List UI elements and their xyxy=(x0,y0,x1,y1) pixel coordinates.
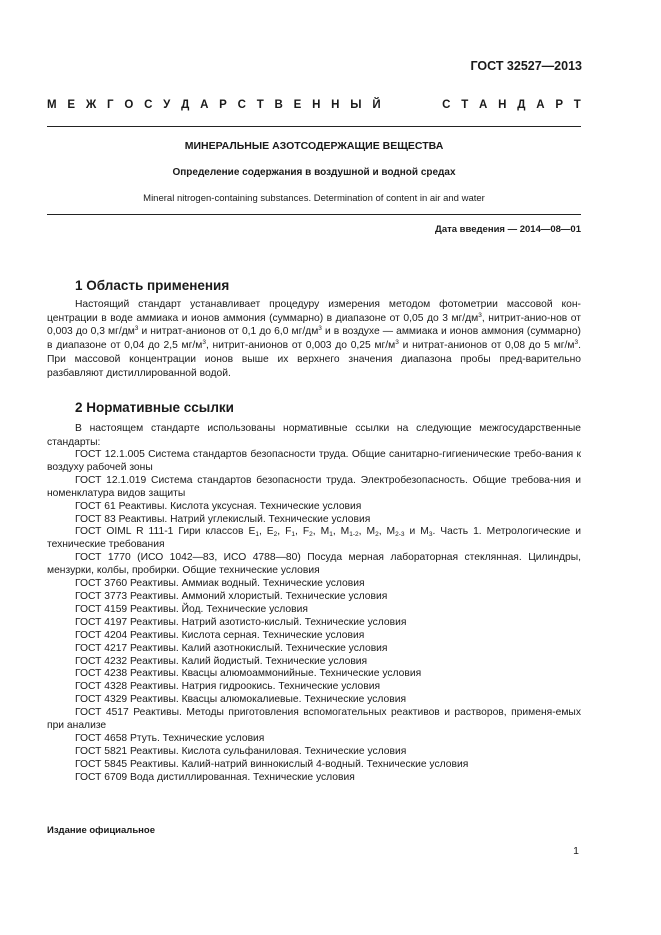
introduction-date: Дата введения — 2014—08—01 xyxy=(435,224,581,235)
page-number: 1 xyxy=(573,845,579,857)
publication-note: Издание официальное xyxy=(47,825,155,836)
banner-letter: М xyxy=(47,99,57,111)
reference-item: ГОСТ 4329 Реактивы. Квасцы алюмокалиевые. Технические условия xyxy=(75,694,407,706)
banner-letter: А xyxy=(200,99,209,111)
banner-letter: Т xyxy=(461,99,469,111)
document-title-english: Mineral nitrogen-containing substances. Determination of content in air and water xyxy=(143,193,485,204)
section-1-paragraph: Настоящий стандарт устанавливает процедуру измерения методом фотометрии массовой кон-центрации в воде аммиака и ионов аммония (суммарно) в диапазоне от 0,05 до 3 $мг/дм^3$, нитрит-анио-нов от 0,003 до 0,3 $мг/дм^3$ и нитрат-анионов от 0,1 до 6,0 $мг/дм^3$ и в воздухе — аммиака и ионов аммония (суммарно) в диапазоне от 0,04 до 2,5 $мг/м^3$, нитрит-анионов от 0,003 до 0,25 $мг/м^3$ и нитрат-анионов от 0,08 до 5 $мг/м^3$. При массовой концентрации ионов выше их верхнего значения диапазона пробы пред-варительно разбавляют дистиллированной водой. xyxy=(47,299,582,379)
reference-item: ГОСТ 4517 Реактивы. Методы приготовления вспомогательных реактивов и растворов, применя-емых при анализе xyxy=(47,707,581,732)
title-divider xyxy=(47,214,581,215)
banner-gap xyxy=(391,99,431,111)
banner-letter: С xyxy=(237,99,246,111)
reference-item: ГОСТ 4232 Реактивы. Калий йодистый. Технические условия xyxy=(75,655,368,667)
banner-letter: Р xyxy=(555,99,563,111)
banner-letter: У xyxy=(163,99,171,111)
reference-item: ГОСТ 5845 Реактивы. Калий-натрий виннокислый 4-водный. Технические условия xyxy=(75,758,469,770)
banner-letter: С xyxy=(442,99,451,111)
reference-item: ГОСТ 61 Реактивы. Кислота уксусная. Технические условия xyxy=(75,500,362,512)
banner-letter: В xyxy=(274,99,283,111)
banner-letter: А xyxy=(536,99,545,111)
reference-item: ГОСТ OIML R 111-1 Гири классов $E_1$, $E_2$, $F_1$, $F_2$, $M_1$, $M_{1-2}$, $M_2$, $M_{2-3}$ и $M_3$. Часть 1. Метрологические и технические требования xyxy=(47,526,581,551)
section-2-intro: В настоящем стандарте использованы нормативные ссылки на следующие межгосударственные стандарты: xyxy=(47,423,581,448)
banner-letter: С xyxy=(144,99,153,111)
document-subtitle: Определение содержания в воздушной и водной средах xyxy=(172,167,456,178)
reference-item: ГОСТ 4658 Ртуть. Технические условия xyxy=(75,732,265,744)
reference-item: ГОСТ 3760 Реактивы. Аммиак водный. Технические условия xyxy=(75,578,365,590)
reference-item: ГОСТ 4328 Реактивы. Натрия гидроокись. Технические условия xyxy=(75,681,381,693)
banner-letter: Т xyxy=(256,99,264,111)
banner-letter: Г xyxy=(107,99,114,111)
reference-item: ГОСТ 4159 Реактивы. Йод. Технические условия xyxy=(75,603,308,615)
reference-item: ГОСТ 5821 Реактивы. Кислота сульфаниловая. Технические условия xyxy=(75,745,407,757)
banner-letter: О xyxy=(124,99,134,111)
standard-type-banner xyxy=(47,99,581,111)
reference-item: ГОСТ 6709 Вода дистиллированная. Технические условия xyxy=(75,771,355,783)
reference-item: ГОСТ 4238 Реактивы. Квасцы алюмоаммонийные. Технические условия xyxy=(75,668,422,680)
reference-item: ГОСТ 4217 Реактивы. Калий азотнокислый. Технические условия xyxy=(75,642,388,654)
reference-item: ГОСТ 4204 Реактивы. Кислота серная. Технические условия xyxy=(75,629,365,641)
reference-item: ГОСТ 12.1.005 Система стандартов безопасности труда. Общие санитарно-гигиенические требо-вания к воздуху рабочей зоны xyxy=(47,449,581,473)
banner-letter: Е xyxy=(67,99,76,111)
banner-letter: Т xyxy=(573,99,581,111)
header-divider xyxy=(47,126,581,127)
banner-letter: Д xyxy=(181,99,190,111)
gost-number: ГОСТ 32527—2013 xyxy=(470,59,582,73)
banner-letter: Н xyxy=(498,99,507,111)
banner-letter: Ы xyxy=(350,99,362,111)
banner-letter: Р xyxy=(219,99,227,111)
banner-letter: Д xyxy=(517,99,526,111)
banner-letter: А xyxy=(479,99,488,111)
banner-letter: Е xyxy=(293,99,302,111)
banner-letter: Ж xyxy=(85,99,97,111)
reference-item: ГОСТ 3773 Реактивы. Аммоний хлористый. Технические условия xyxy=(75,590,388,602)
reference-item: ГОСТ 1770 (ИСО 1042—83, ИСО 4788—80) Посуда мерная лабораторная стеклянная. Цилиндры, мензурки, колбы, пробирки. Общие технические условия xyxy=(47,552,581,577)
reference-item: ГОСТ 83 Реактивы. Натрий углекислый. Технические условия xyxy=(75,513,371,525)
section-1-heading: 1 Область применения xyxy=(75,278,230,293)
document-title: МИНЕРАЛЬНЫЕ АЗОТСОДЕРЖАЩИЕ ВЕЩЕСТВА xyxy=(184,140,444,152)
normative-references-list xyxy=(47,449,581,785)
banner-letter: Н xyxy=(312,99,321,111)
reference-item: ГОСТ 12.1.019 Система стандартов безопасности труда. Электробезопасность. Общие требова-ния и номенклатура видов защиты xyxy=(47,474,581,499)
banner-letter: Н xyxy=(331,99,340,111)
reference-item: ГОСТ 4197 Реактивы. Натрий азотисто-кислый. Технические условия xyxy=(75,616,407,628)
banner-letter: Й xyxy=(372,99,381,111)
section-2-heading: 2 Нормативные ссылки xyxy=(75,400,234,415)
